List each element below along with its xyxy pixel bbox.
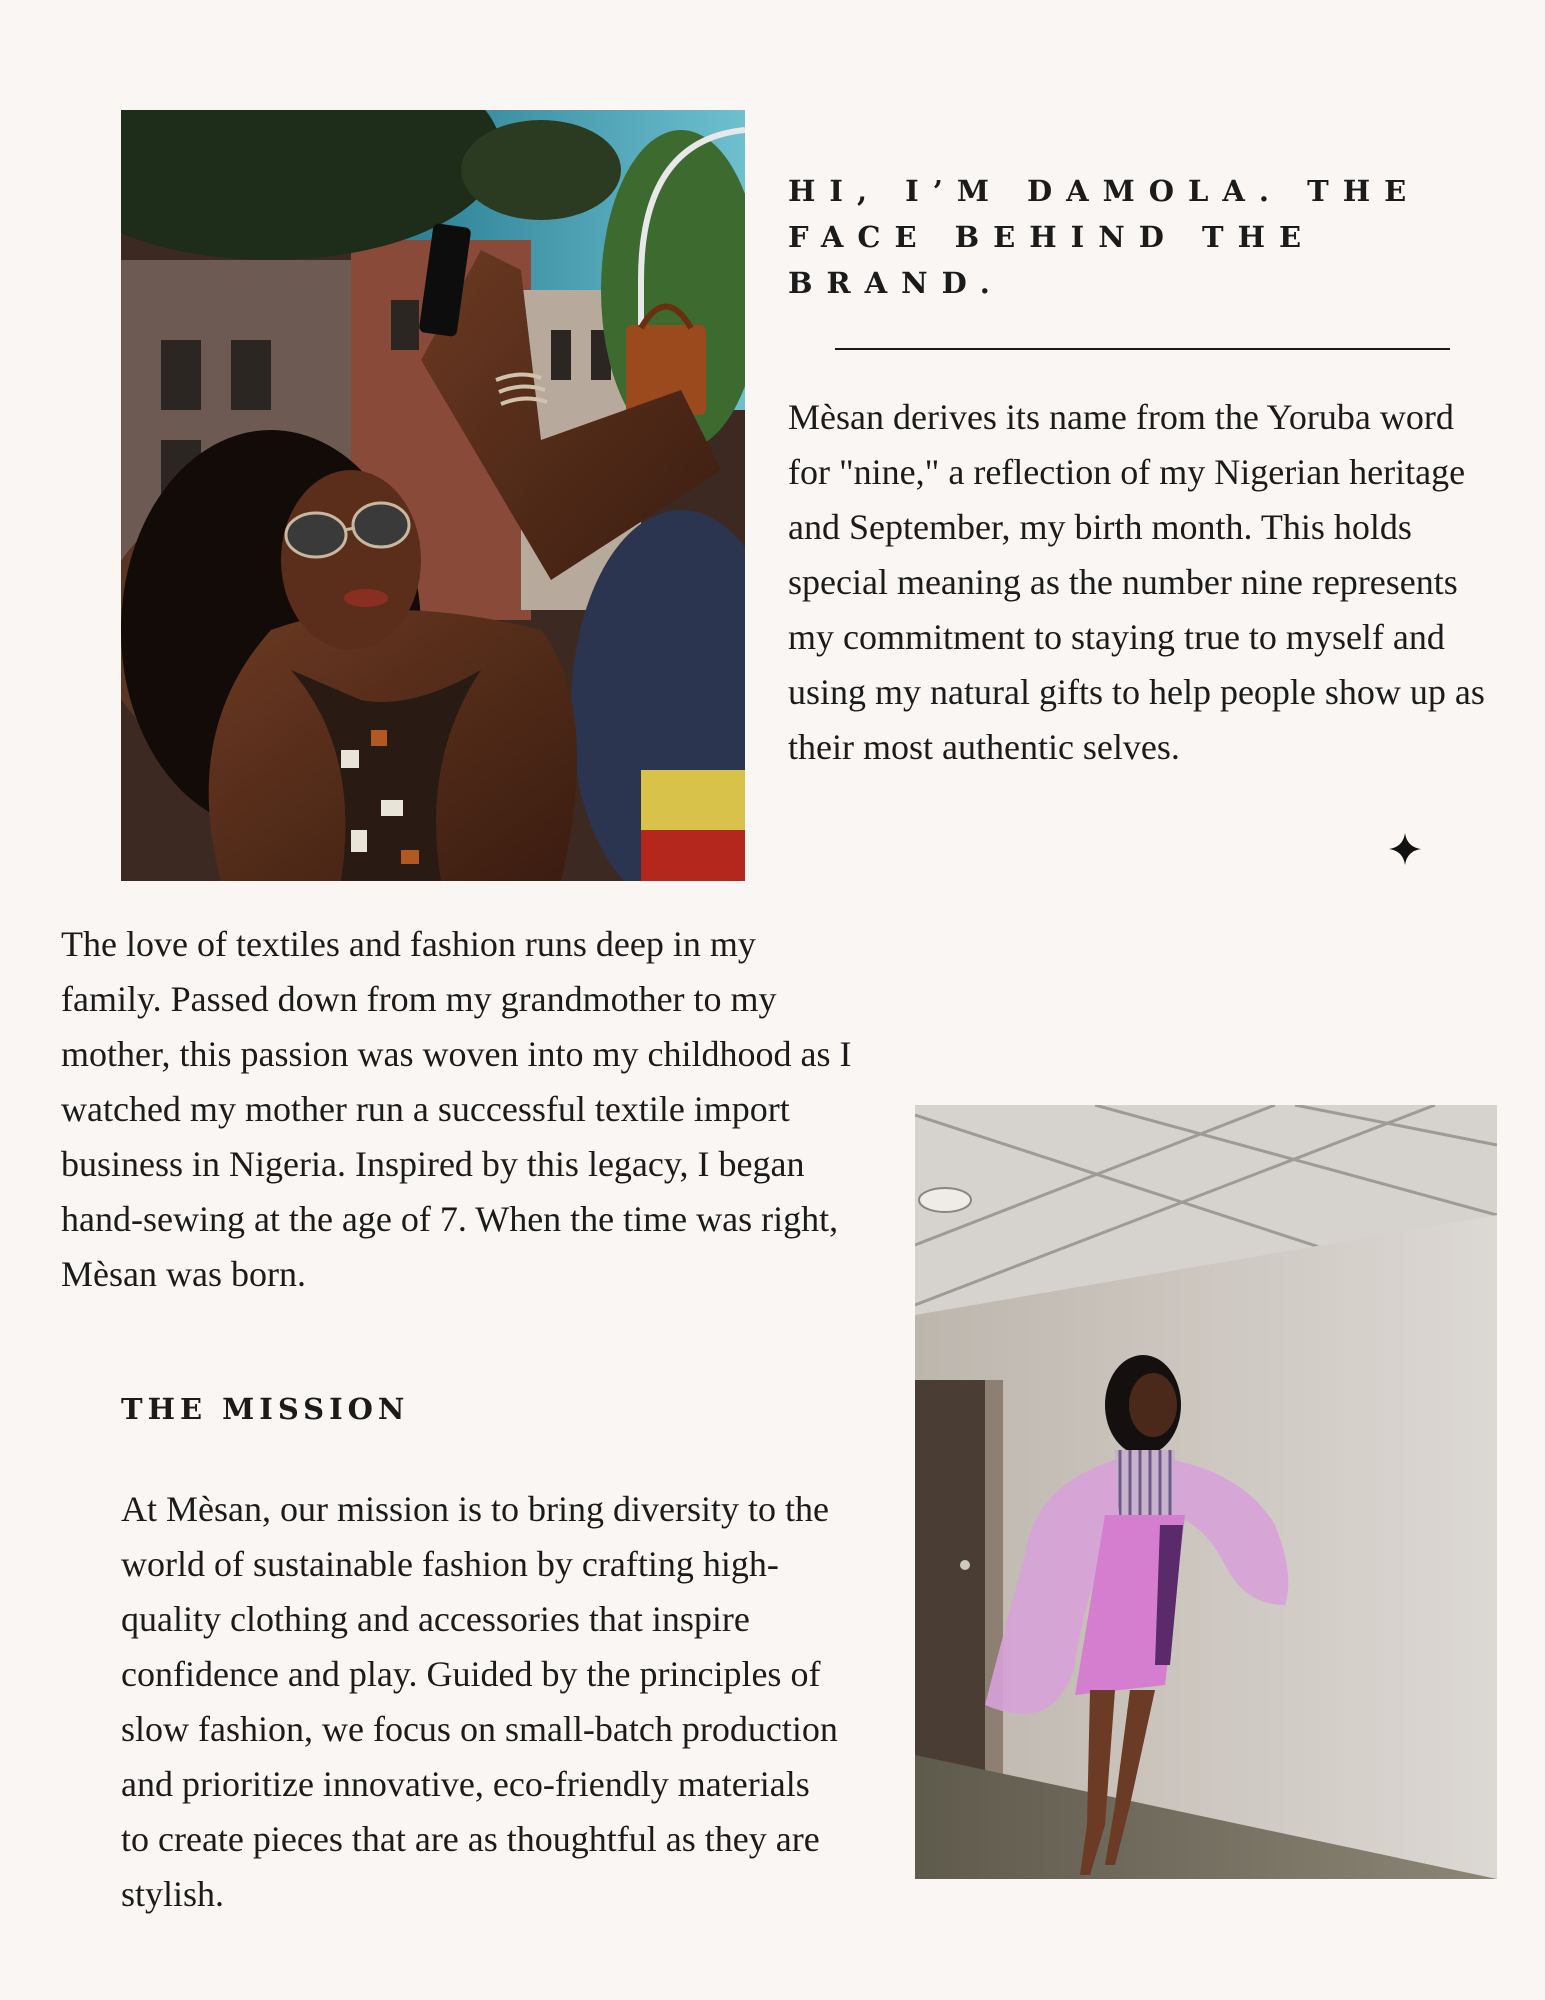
photo-street-portrait xyxy=(121,110,745,881)
mission-title: THE MISSION xyxy=(121,1392,410,1426)
intro-heading: HI, I’M DAMOLA. THE FACE BEHIND THE BRAND. xyxy=(788,174,1421,300)
photo-hallway-portrait-image xyxy=(915,1105,1497,1879)
photo-hallway-portrait xyxy=(915,1105,1497,1879)
photo-street-portrait-image xyxy=(121,110,745,881)
sparkle-icon xyxy=(1389,833,1421,865)
mission-paragraph: At Mèsan, our mission is to bring diversity to the world of sustainable fashion by crafting high-quality clothing and accessories that inspire confidence and play. Guided by the principles of slow fashion, we focus on small-batch production and prioritize innovative, eco-friendly materials to create pieces that are as thoughtful as they are stylish. xyxy=(121,1489,838,1914)
intro-paragraph: Mèsan derives its name from the Yoruba word for "nine," a reflection of my Nigerian heritage and September, my birth month. This holds special meaning as the number nine represents my commitment to staying true to myself and using my natural gifts to help people show up as their most authentic selves. xyxy=(788,397,1485,767)
divider-line xyxy=(835,348,1450,350)
legacy-paragraph: The love of textiles and fashion runs deep in my family. Passed down from my grandmother to my mother, this passion was woven into my childhood as I watched my mother run a successful textile import business in Nigeria. Inspired by this legacy, I began hand-sewing at the age of 7. When the time was right, Mèsan was born. xyxy=(61,924,852,1294)
